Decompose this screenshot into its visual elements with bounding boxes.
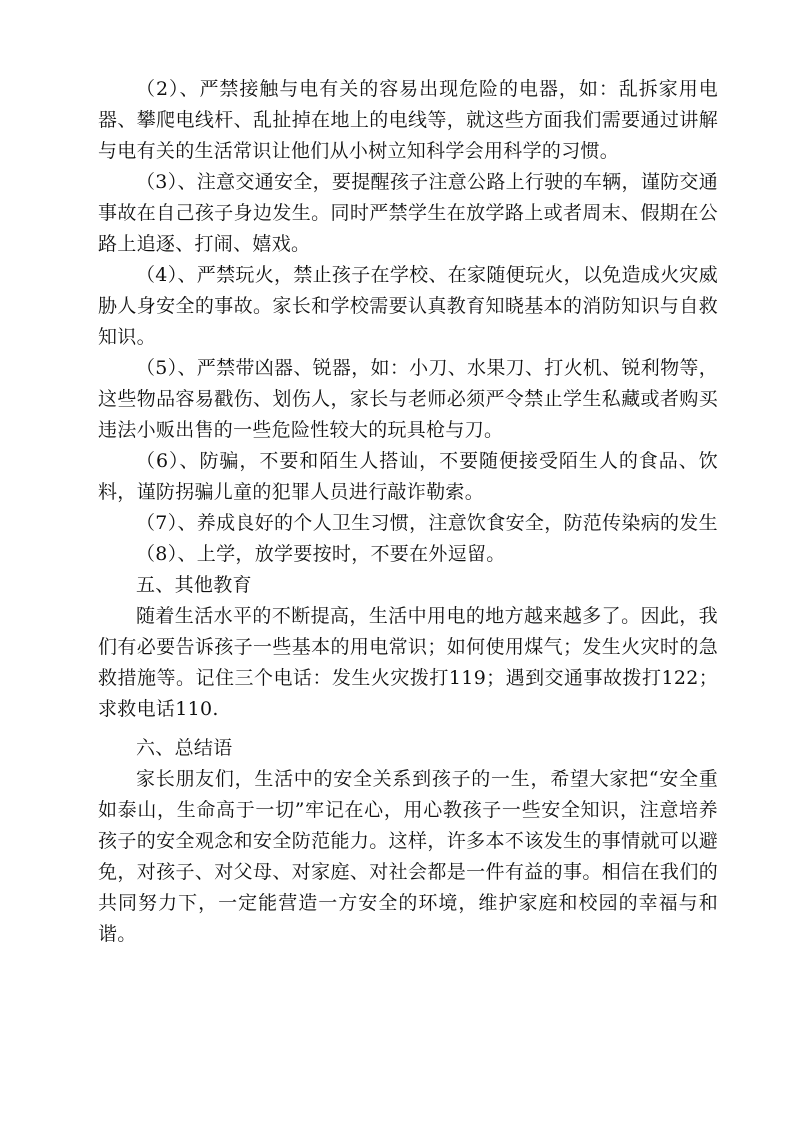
section-text-conclusion: 家长朋友们，生活中的安全关系到孩子的一生，希望大家把“安全重如泰山，生命高于一切”牢记在心，用心教孩子一些安全知识，注意培养孩子的安全观念和安全防范能力。这样，许多本不该发生的事情就可以避免，对孩子、对父母、对家庭、对社会都是一件有益的事。相信在我们的共同努力下，一定能营造一方安全的环境，维护家庭和校园的幸福与和谐。 bbox=[98, 768, 718, 945]
section-text-other-education: 随着生活水平的不断提高，生活中用电的地方越来越多了。因此，我们有必要告诉孩子一些基本的用电常识；如何使用煤气；发生火灾时的急救措施等。记住三个电话：发生火灾拨打119；遇到交通事故拨打122；求救电话110. bbox=[98, 605, 718, 720]
section-heading-other-education: 五、其他教育 bbox=[136, 574, 252, 596]
paragraph-item-5: （5）、严禁带凶器、锐器，如：小刀、水果刀、打火机、锐利物等，这些物品容易戳伤、划伤人，家长与老师必须严令禁止学生私藏或者购买违法小贩出售的一些危险性较大的玩具枪与刀。 bbox=[98, 357, 718, 441]
section-heading-conclusion: 六、总结语 bbox=[136, 737, 233, 759]
document-body bbox=[98, 74, 718, 950]
paragraph-item-2: （2）、严禁接触与电有关的容易出现危险的电器，如：乱拆家用电器、攀爬电线杆、乱扯掉在地上的电线等，就这些方面我们需要通过讲解与电有关的生活常识让他们从小树立知科学会用科学的习惯。 bbox=[98, 78, 718, 162]
paragraph-item-4: （4）、严禁玩火，禁止孩子在学校、在家随便玩火，以免造成火灾威胁人身安全的事故。家长和学校需要认真教育知晓基本的消防知识与自救知识。 bbox=[98, 264, 718, 348]
paragraph-item-6: （6）、防骗，不要和陌生人搭讪，不要随便接受陌生人的食品、饮料，谨防拐骗儿童的犯罪人员进行敲诈勒索。 bbox=[98, 450, 718, 503]
paragraph-item-7: （7）、养成良好的个人卫生习惯，注意饮食安全，防范传染病的发生 bbox=[136, 512, 718, 534]
paragraph-item-3: （3）、注意交通安全，要提醒孩子注意公路上行驶的车辆，谨防交通事故在自己孩子身边发生。同时严禁学生在放学路上或者周末、假期在公路上追逐、打闹、嬉戏。 bbox=[98, 171, 718, 255]
paragraph-item-8: （8）、上学，放学要按时，不要在外逗留。 bbox=[136, 543, 506, 565]
section-spacer bbox=[98, 725, 718, 733]
